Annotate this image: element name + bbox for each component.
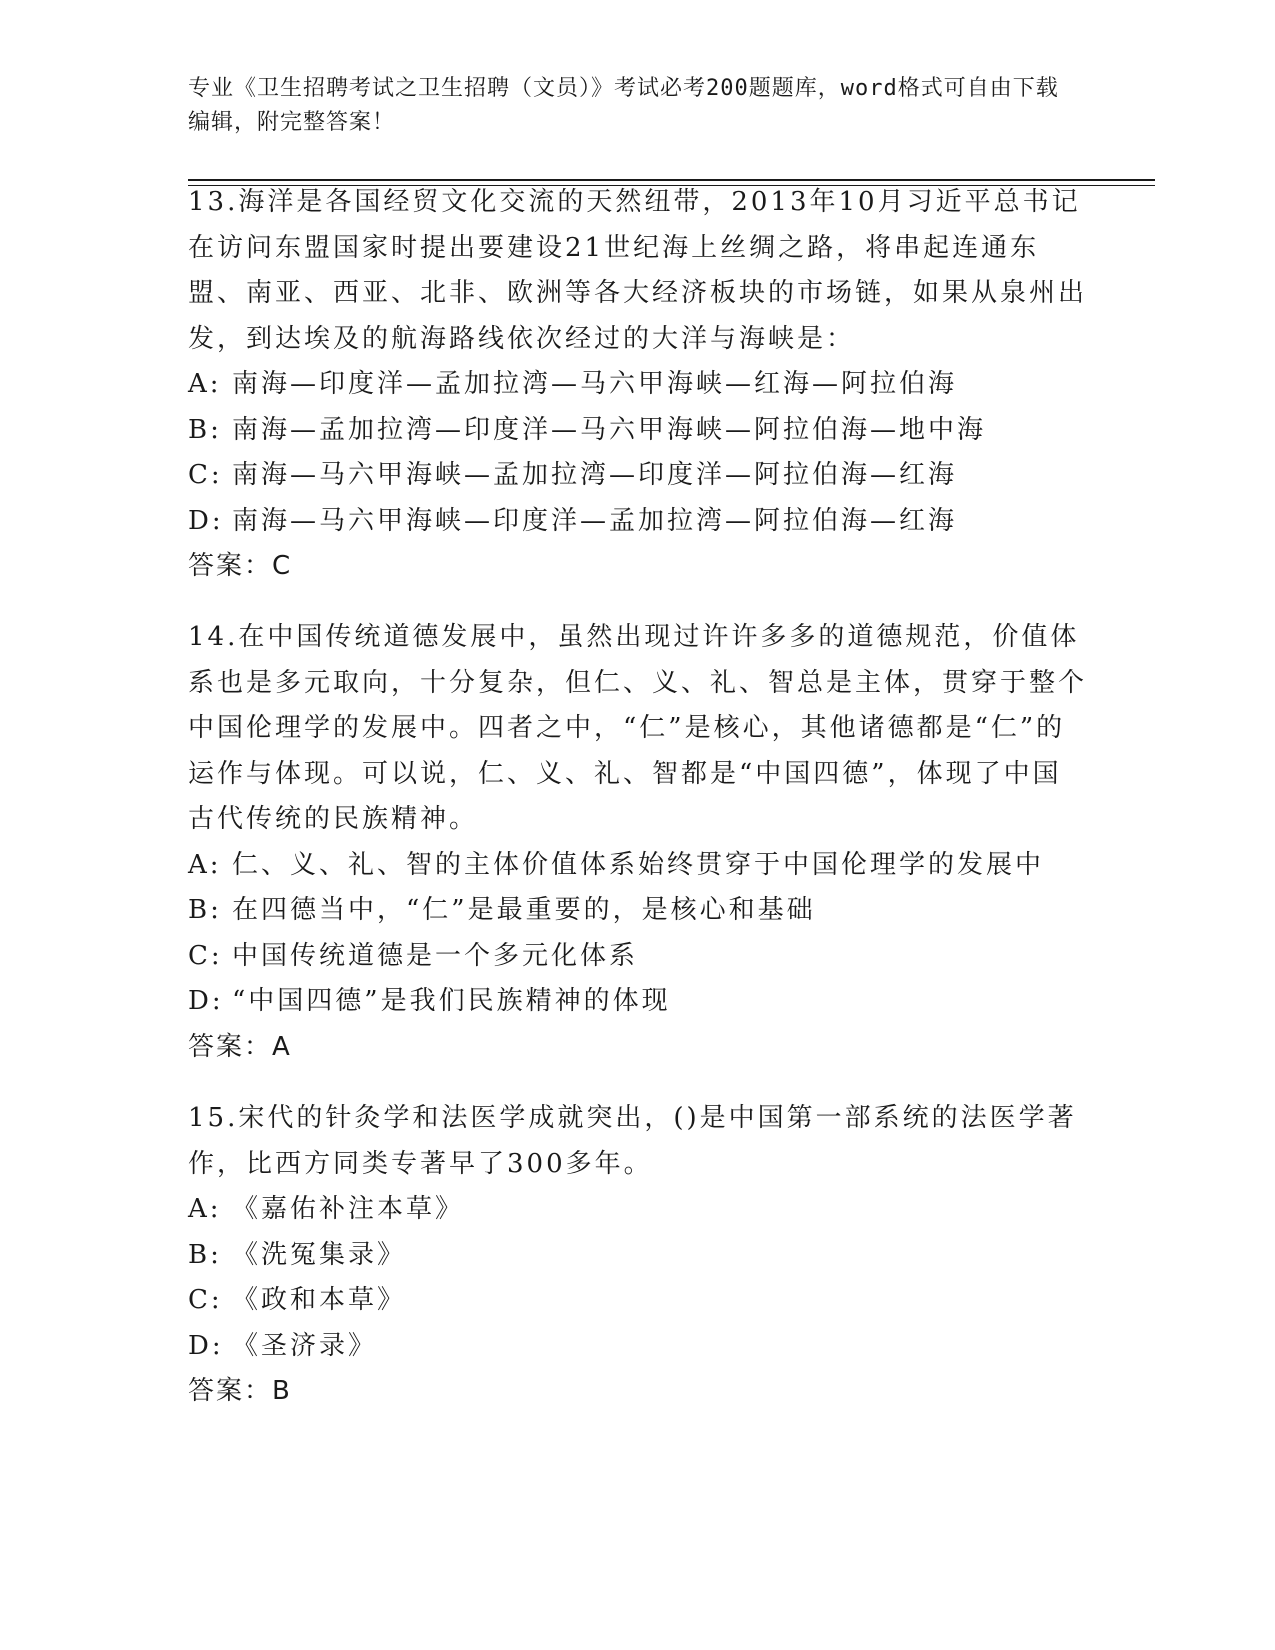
question-13 bbox=[188, 180, 1088, 590]
option-key: B: bbox=[188, 414, 222, 445]
option-key: B: bbox=[188, 1239, 222, 1270]
option-b bbox=[188, 1233, 1088, 1279]
question-stem: 15.宋代的针灸学和法医学成就突出，()是中国第一部系统的法医学著作，比西方同类专著早了300多年。 bbox=[188, 1103, 1077, 1179]
option-c bbox=[188, 453, 1088, 499]
option-key: C: bbox=[188, 1285, 223, 1315]
option-key: C: bbox=[188, 940, 223, 971]
option-text: 南海—马六甲海峡—孟加拉湾—印度洋—阿拉伯海—红海 bbox=[232, 460, 958, 490]
option-text: 《洗冤集录》 bbox=[232, 1239, 407, 1270]
option-text: 在四德当中，“仁”是最重要的，是核心和基础 bbox=[232, 895, 816, 925]
option-text: 中国传统道德是一个多元化体系 bbox=[232, 940, 639, 971]
option-a bbox=[188, 1187, 1088, 1233]
option-text: 南海—马六甲海峡—印度洋—孟加拉湾—阿拉伯海—红海 bbox=[232, 505, 958, 536]
option-d bbox=[188, 979, 1088, 1025]
option-key: D: bbox=[188, 1330, 224, 1361]
option-a bbox=[188, 362, 1088, 408]
option-a bbox=[188, 843, 1088, 889]
option-key: A: bbox=[188, 849, 222, 880]
option-text: “中国四德”是我们民族精神的体现 bbox=[232, 986, 671, 1016]
option-key: D: bbox=[188, 986, 224, 1016]
option-text: 南海—印度洋—孟加拉湾—马六甲海峡—红海—阿拉伯海 bbox=[232, 369, 958, 399]
option-b bbox=[188, 888, 1088, 934]
option-key: C: bbox=[188, 460, 223, 490]
option-text: 《嘉佑补注本草》 bbox=[232, 1194, 465, 1224]
option-c bbox=[188, 1278, 1088, 1324]
option-d bbox=[188, 1324, 1088, 1370]
question-15 bbox=[188, 1096, 1088, 1415]
option-text: 《圣济录》 bbox=[232, 1330, 378, 1361]
option-key: D: bbox=[188, 505, 224, 536]
answer-line: 答案：C bbox=[188, 551, 293, 581]
document-header: 专业《卫生招聘考试之卫生招聘（文员）》考试必考200题题库，word格式可自由下载编辑，附完整答案！ bbox=[188, 76, 1059, 135]
question-stem: 14.在中国传统道德发展中，虽然出现过许许多多的道德规范，价值体系也是多元取向，十分复杂，但仁、义、礼、智总是主体，贯穿于整个中国伦理学的发展中。四者之中，“仁”是核心，其他诸德都是“仁”的运作与体现。可以说，仁、义、礼、智都是“中国四德”，体现了中国古代传统的民族精神。 bbox=[188, 622, 1088, 834]
option-d bbox=[188, 499, 1088, 545]
option-text: 南海—孟加拉湾—印度洋—马六甲海峡—阿拉伯海—地中海 bbox=[232, 414, 987, 445]
option-text: 仁、义、礼、智的主体价值体系始终贯穿于中国伦理学的发展中 bbox=[232, 849, 1045, 880]
option-text: 《政和本草》 bbox=[232, 1285, 407, 1315]
answer-line: 答案：B bbox=[188, 1376, 292, 1406]
option-b bbox=[188, 408, 1088, 454]
question-14 bbox=[188, 615, 1088, 1070]
option-key: A: bbox=[188, 1194, 222, 1224]
option-key: B: bbox=[188, 895, 222, 925]
option-c bbox=[188, 934, 1088, 980]
option-key: A: bbox=[188, 369, 222, 399]
answer-line: 答案：A bbox=[188, 1031, 292, 1062]
question-stem: 13.海洋是各国经贸文化交流的天然纽带，2013年10月习近平总书记在访问东盟国家时提出要建设21世纪海上丝绸之路，将串起连通东盟、南亚、西亚、北非、欧洲等各大经济板块的市场链，如果从泉州出发，到达埃及的航海路线依次经过的大洋与海峡是： bbox=[188, 187, 1088, 354]
